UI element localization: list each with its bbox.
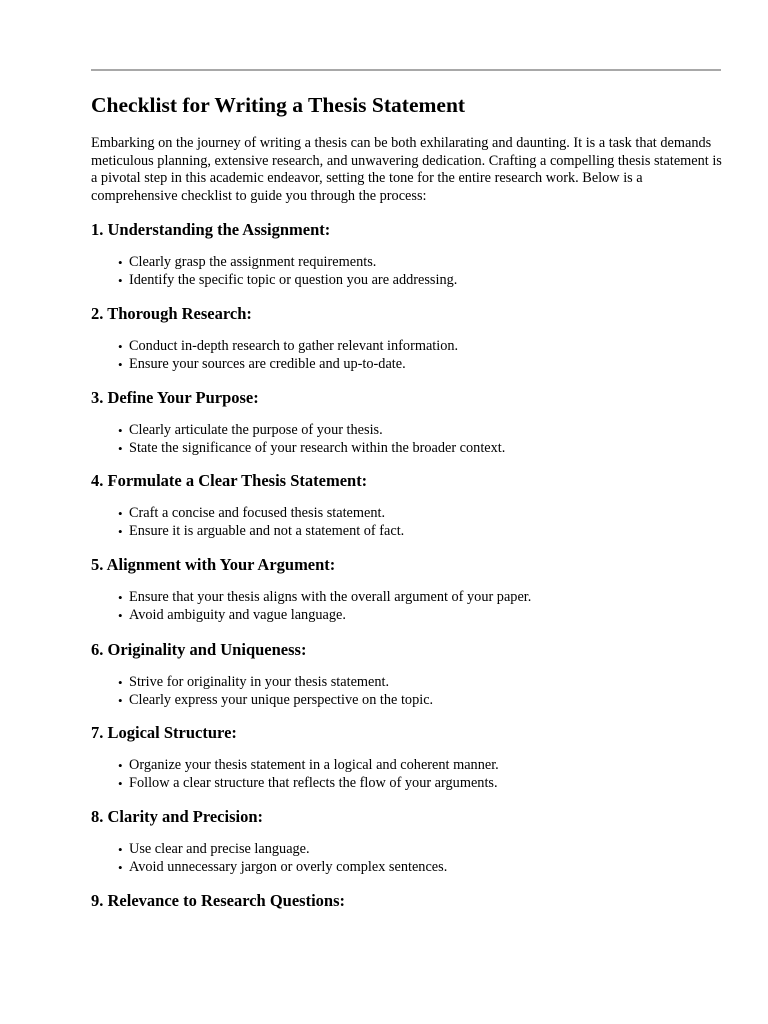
top-divider [91, 69, 721, 71]
bullet-icon: • [118, 692, 123, 708]
section-heading: 6. Originality and Uniqueness: [91, 640, 307, 659]
list-item: • Identify the specific topic or question you are addressing. [118, 271, 458, 288]
checklist [118, 841, 447, 876]
section-heading: 5. Alignment with Your Argument: [91, 555, 336, 574]
list-item: • Ensure it is arguable and not a statement of fact. [118, 522, 405, 539]
list-item: • Ensure your sources are credible and up-to-date. [118, 355, 406, 372]
bullet-icon: • [118, 506, 123, 521]
page-title: Checklist for Writing a Thesis Statement [91, 93, 466, 117]
list-item: • Clearly grasp the assignment requirements. [118, 254, 377, 270]
bullet-icon: • [118, 440, 123, 456]
bullet-icon: • [118, 775, 123, 791]
bullet-icon: • [118, 607, 123, 623]
checklist [118, 254, 457, 289]
section-heading: 4. Formulate a Clear Thesis Statement: [91, 471, 368, 490]
bullet-icon: • [118, 675, 123, 690]
list-item: • State the significance of your research within the broader context. [118, 439, 506, 456]
bullet-icon: • [118, 272, 123, 288]
list-item: • Conduct in-depth research to gather relevant information. [118, 338, 459, 354]
list-item: • Organize your thesis statement in a logical and coherent manner. [118, 757, 499, 773]
section-heading: 7. Logical Structure: [91, 723, 237, 742]
section-3 [91, 388, 731, 456]
checklist [118, 338, 458, 373]
section-heading: 1. Understanding the Assignment: [91, 220, 331, 239]
list-item: • Avoid unnecessary jargon or overly complex sentences. [118, 858, 448, 875]
bullet-icon: • [118, 590, 123, 605]
bullet-icon: • [118, 758, 123, 773]
list-item: • Follow a clear structure that reflects the flow of your arguments. [118, 774, 498, 791]
section-5 [91, 555, 731, 623]
checklist [118, 674, 433, 709]
section-7 [91, 723, 731, 791]
checklist [118, 589, 531, 624]
section-2 [91, 304, 731, 372]
checklist [118, 422, 505, 457]
section-4 [91, 471, 731, 539]
section-8 [91, 807, 731, 875]
section-heading: 3. Define Your Purpose: [91, 388, 259, 407]
list-item: • Craft a concise and focused thesis statement. [118, 505, 386, 521]
list-item: • Strive for originality in your thesis statement. [118, 674, 390, 690]
intro-paragraph: Embarking on the journey of writing a thesis can be both exhilarating and daunting. It is a task that demands meticulous planning, extensive research, and unwavering dedication. Crafting a compelling thesis statement is a pivotal step in this academic endeavor, setting the tone for the entire research work. Below is a comprehensive checklist to guide you through the process: [91, 135, 722, 204]
bullet-icon: • [118, 356, 123, 372]
bullet-icon: • [118, 423, 123, 438]
section-heading: 8. Clarity and Precision: [91, 807, 264, 826]
bullet-icon: • [118, 523, 123, 539]
bullet-icon: • [118, 842, 123, 857]
section-9 [91, 891, 731, 911]
bullet-icon: • [118, 255, 123, 270]
checklist [118, 505, 404, 540]
bullet-icon: • [118, 859, 123, 875]
section-6 [91, 640, 731, 708]
checklist [118, 757, 499, 792]
list-item: • Avoid ambiguity and vague language. [118, 606, 346, 623]
bullet-icon: • [118, 339, 123, 354]
list-item: • Use clear and precise language. [118, 841, 310, 857]
list-item: • Clearly express your unique perspective on the topic. [118, 691, 434, 708]
section-heading: 9. Relevance to Research Questions: [91, 891, 346, 910]
list-item: • Clearly articulate the purpose of your thesis. [118, 422, 383, 438]
section-1 [91, 220, 731, 288]
section-heading: 2. Thorough Research: [91, 304, 252, 323]
list-item: • Ensure that your thesis aligns with the overall argument of your paper. [118, 589, 532, 605]
